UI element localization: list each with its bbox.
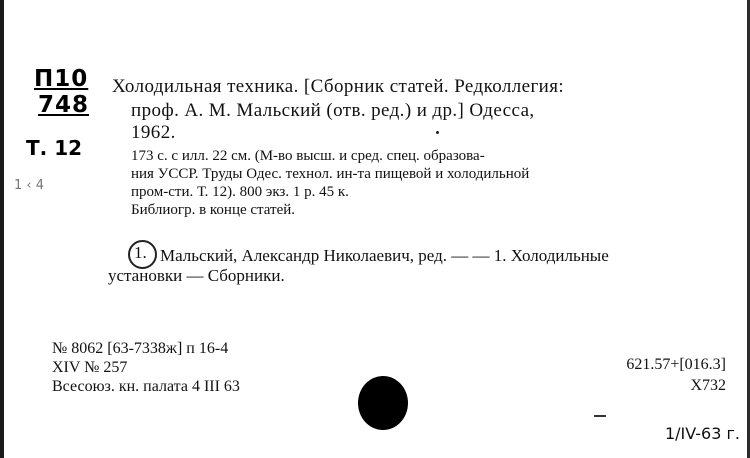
description-line-3: пром-сти. Т. 12). 800 экз. 1 р. 45 к. [131,184,349,200]
ink-dot [436,131,439,134]
volume-mark: Т. 12 [26,136,83,160]
handwritten-date: 1/IV-63 г. [664,424,740,443]
registration-line-3: Всесоюз. кн. палата 4 III 63 [52,378,240,395]
title-line-1: Холодильная техника. [Сборник статей. Редколлегия: [112,76,565,97]
card-left-edge [0,0,4,458]
udc-code: 621.57+[016.3] [626,356,726,373]
entries-line-1: Мальский, Александр Николаевич, ред. — — 1. Холодильные [160,246,609,265]
shelf-mark-line-2: 748 [38,92,90,118]
pencil-dash [594,415,606,417]
entries-line-2: установки — Сборники. [108,266,285,285]
description-line-1: 173 с. с илл. 22 см. (М-во высш. и сред. спец. образова- [131,148,485,164]
title-line-2: проф. А. М. Мальский (отв. ред.) и др.] Одесса, [131,100,535,121]
author-mark: Х732 [690,377,726,394]
entry-number: 1. [134,243,147,262]
registration-line-2: XIV № 257 [52,359,128,376]
registration-line-1: № 8062 [63-7338ж] п 16-4 [52,340,229,357]
shelf-mark-line-1: П10 [34,66,89,92]
description-line-2: ния УССР. Труды Одес. технол. ин-та пищевой и холодильной [131,166,530,182]
title-line-3: 1962. [131,122,176,143]
faint-handwritten-mark: 1 ‹ 4 [14,178,45,193]
punch-hole [358,376,408,430]
bibliography-note: Библиогр. в конце статей. [131,202,296,218]
